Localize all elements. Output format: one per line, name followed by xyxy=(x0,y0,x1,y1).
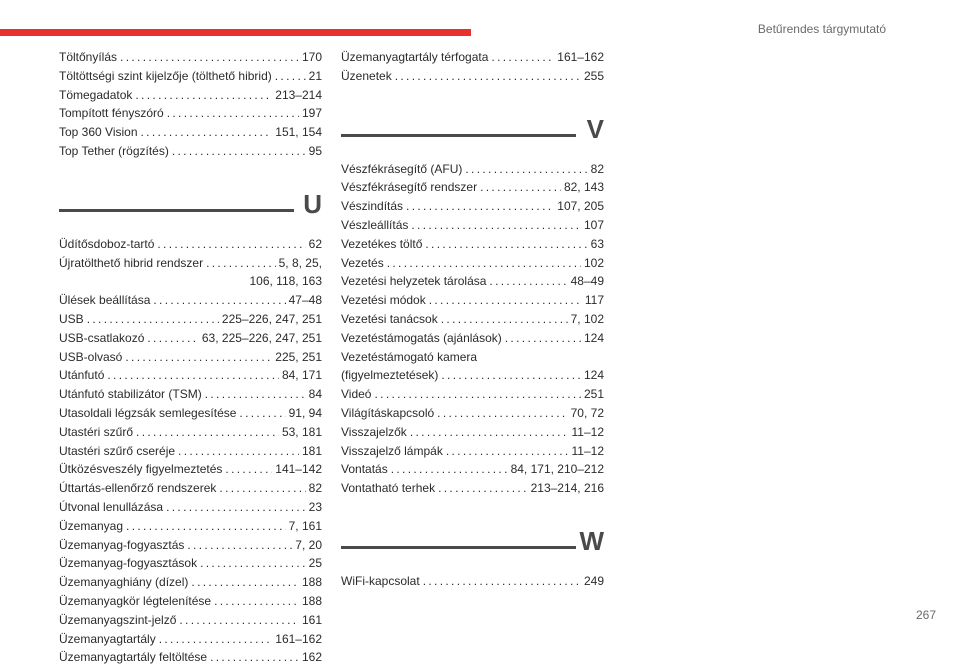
index-group-w xyxy=(341,572,604,591)
index-entry: Üzemanyagszint-jelző . . . 161 xyxy=(59,611,322,630)
index-entry: Töltöttségi szint kijelzője (tölthető hibrid) . . . 21 xyxy=(59,67,322,86)
index-entry: Töltőnyílás . . . 170 xyxy=(59,48,322,67)
index-entry: Visszajelzők . . . 11–12 xyxy=(341,423,604,442)
section-heading-u xyxy=(59,185,322,229)
index-column-left xyxy=(59,48,322,667)
index-entry: Ülések beállítása . . . 47–48 xyxy=(59,291,322,310)
index-entry: Vezetési helyzetek tárolása . . . 48–49 xyxy=(341,272,604,291)
index-entry: Vontatható terhek . . . 213–214, 216 xyxy=(341,479,604,498)
section-rule xyxy=(341,134,576,137)
index-entry: Üzemanyag . . . 7, 161 xyxy=(59,517,322,536)
index-entry: Üzenetek . . . 255 xyxy=(341,67,604,86)
index-entry: USB . . . 225–226, 247, 251 xyxy=(59,310,322,329)
index-entry: Világításkapcsoló . . . 70, 72 xyxy=(341,404,604,423)
index-entry: Utánfutó . . . 84, 171 xyxy=(59,366,322,385)
section-letter: W xyxy=(579,525,604,556)
index-entry: USB-olvasó . . . 225, 251 xyxy=(59,348,322,367)
index-entry: Vezetési tanácsok . . . 7, 102 xyxy=(341,310,604,329)
index-entry: Üzemanyagkör légtelenítése . . . 188 xyxy=(59,592,322,611)
header-title: Betűrendes tárgymutató xyxy=(757,22,886,36)
section-letter: U xyxy=(303,188,322,219)
section-letter: V xyxy=(586,113,604,144)
index-entry: Tömegadatok . . . 213–214 xyxy=(59,86,322,105)
index-entry-first-line: Vezetéstámogató kamera xyxy=(341,349,478,364)
index-entry: (figyelmeztetések) . . . 124 xyxy=(341,366,604,385)
index-group-t-continued xyxy=(59,48,322,161)
index-entry: Tompított fényszóró . . . 197 xyxy=(59,104,322,123)
index-entry: Üzemanyagtartály feltöltése . . . 162 xyxy=(59,648,322,667)
index-entry: Top 360 Vision . . . 151, 154 xyxy=(59,123,322,142)
index-entry: Vészfékrásegítő rendszer . . . 82, 143 xyxy=(341,178,604,197)
index-entry: Vészindítás . . . 107, 205 xyxy=(341,197,604,216)
index-entry: Vezetés . . . 102 xyxy=(341,254,604,273)
index-group-u-continued xyxy=(341,48,604,86)
index-entry: Útvonal lenullázása . . . 23 xyxy=(59,498,322,517)
index-entry: Visszajelző lámpák . . . 11–12 xyxy=(341,442,604,461)
page-number: 267 xyxy=(915,608,936,622)
index-entry: Vontatás . . . 84, 171, 210–212 xyxy=(341,460,604,479)
index-entry: Top Tether (rögzítés) . . . 95 xyxy=(59,142,322,161)
index-entry: Videó . . . 251 xyxy=(341,385,604,404)
section-rule xyxy=(59,209,294,212)
index-group-u xyxy=(59,235,322,667)
index-entry: Utasoldali légzsák semlegesítése . . . 91, 94 xyxy=(59,404,322,423)
index-entry-continuation: 106, 118, 163 xyxy=(249,274,322,289)
index-entry: Vezetéstámogatás (ajánlások) . . . 124 xyxy=(341,329,604,348)
index-entry: Üzemanyagtartály . . . 161–162 xyxy=(59,630,322,649)
index-entry: Úttartás-ellenőrző rendszerek . . . 82 xyxy=(59,479,322,498)
index-entry: Üzemanyaghiány (dízel) . . . 188 xyxy=(59,573,322,592)
index-entry: Üzemanyagtartály térfogata . . . 161–162 xyxy=(341,48,604,67)
index-entry: Utastéri szűrő cseréje . . . 181 xyxy=(59,442,322,461)
section-rule xyxy=(341,546,576,549)
index-entry: Üdítősdoboz-tartó . . . 62 xyxy=(59,235,322,254)
index-entry: USB-csatlakozó . . . 63, 225–226, 247, 251 xyxy=(59,329,322,348)
index-entry: Üzemanyag-fogyasztás . . . 7, 20 xyxy=(59,536,322,555)
header-accent-bar xyxy=(0,29,471,36)
index-entry: Utastéri szűrő . . . 53, 181 xyxy=(59,423,322,442)
index-entry: Üzemanyag-fogyasztások . . . 25 xyxy=(59,554,322,573)
index-column-right xyxy=(341,48,604,591)
index-entry: WiFi-kapcsolat . . . 249 xyxy=(341,572,604,591)
index-entry: Újratölthető hibrid rendszer . . . 5, 8, 25, xyxy=(59,254,322,273)
index-entry: Vezetési módok . . . 117 xyxy=(341,291,604,310)
index-entry: Vészfékrásegítő (AFU) . . . 82 xyxy=(341,160,604,179)
index-group-v xyxy=(341,160,604,498)
index-entry: Vezetékes töltő . . . 63 xyxy=(341,235,604,254)
index-entry: Vészleállítás . . . 107 xyxy=(341,216,604,235)
section-heading-w xyxy=(341,522,604,566)
section-heading-v xyxy=(341,110,604,154)
index-entry: Utánfutó stabilizátor (TSM) . . . 84 xyxy=(59,385,322,404)
index-entry: Ütközésveszély figyelmeztetés . . . 141–142 xyxy=(59,460,322,479)
